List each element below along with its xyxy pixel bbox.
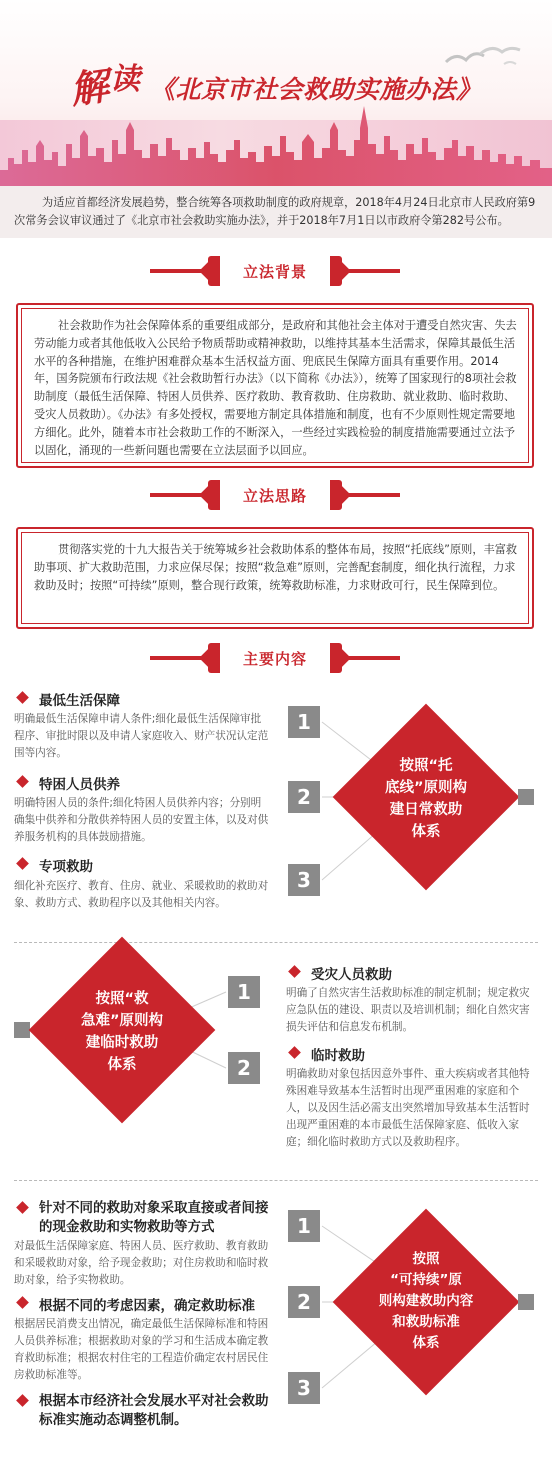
diamond-bullet-icon	[16, 1201, 29, 1214]
block3-item3-title	[16, 1392, 276, 1430]
diamond-bullet-icon	[288, 965, 301, 978]
end-square-1	[518, 789, 534, 805]
block2-item1-title	[288, 963, 540, 983]
section-heading-background	[150, 256, 400, 286]
page-title	[67, 52, 482, 113]
principle-line: 体系	[411, 824, 441, 840]
block2-item1-text: 明确了自然灾害生活救助标准的制定机制；规定救灾应急队伍的建设、职责以及培训机制；细化自然灾害损失评估和信息发布机制。	[286, 987, 530, 1033]
number-box-1: 1	[228, 976, 260, 1008]
block1-item1-title	[16, 689, 276, 709]
principle-line: 按照“托	[399, 758, 453, 774]
number-box-1: 1	[288, 706, 320, 738]
diamond-bullet-icon	[16, 1394, 29, 1407]
diamond-bullet-icon	[16, 691, 29, 704]
diamond-bullet-icon	[288, 1046, 301, 1059]
item-title-text: 临时救助	[311, 1048, 365, 1064]
principle-line: 体系	[107, 1057, 137, 1073]
dashed-divider-1	[14, 942, 538, 943]
heading-pill	[208, 256, 342, 286]
diamond-bullet-icon	[16, 857, 29, 870]
principle-line: 体系	[412, 1335, 440, 1351]
title-jie: 解	[67, 62, 112, 113]
principle-line: 按照	[412, 1251, 440, 1267]
background-box	[16, 303, 534, 468]
number-box-2: 2	[288, 781, 320, 813]
heading-pill	[208, 480, 342, 510]
principle-text-2	[52, 988, 192, 1076]
dashed-divider-2	[14, 1180, 538, 1181]
item-title-text: 最低生活保障	[39, 693, 120, 709]
item-title-text: 根据不同的考虑因素，确定救助标准	[39, 1298, 255, 1314]
background-text: 社会救助作为社会保障体系的重要组成部分，是政府和其他社会主体对于遭受自然灾害、失去劳动能力或者其他低收入公民给予物质帮助或精神救助，以维持其基本生活需求，保障其最低生活水平的各种措施，在维护困难群众基本生活权益方面、兜底民生保障方面具有重要作用。2014年，国务院颁布行政法规《社会救助暂行办法》（以下简称《办法》），统筹了国家现行的8项社会救助制度（最低生活保障、特困人员供养、医疗救助、教育救助、住房救助、就业救助、临时救助、受灾人员救助）。《办法》有多处授权，需要地方制定具体措施和制度，也有不少原则性规定需要地方细化。此外，随着本市社会救助工作的不断深入，一些经过实践检验的制度措施需要通过立法予以固化，涌现的一些新问题也需要在立法层面予以回应。	[34, 319, 517, 457]
number-box-2: 2	[288, 1286, 320, 1318]
end-square-2	[14, 1022, 30, 1038]
heading-text: 主要内容	[242, 649, 307, 668]
item-title-text: 针对不同的救助对象采取直接或者间接的现金救助和实物救助等方式	[39, 1200, 269, 1235]
number-box-3: 3	[288, 864, 320, 896]
diamond-bullet-icon	[16, 775, 29, 788]
block2-item2-text: 明确救助对象包括因意外事件、重大疾病或者其他特殊困难导致基本生活暂时出现严重困难的家庭和个人，以及因生活必需支出突然增加导致基本生活暂时出现严重困难的本市最低生活保障家庭、低收入家庭；细化临时救助方式以及救助程序。	[286, 1068, 530, 1148]
item-title-text: 专项救助	[39, 859, 93, 875]
principle-line: 急难”原则构	[80, 1013, 164, 1029]
end-square-3	[518, 1294, 534, 1310]
heading-pill	[208, 643, 342, 673]
thinking-text: 贯彻落实党的十九大报告关于统筹城乡社会救助体系的整体布局，按照“托底线”原则，丰富救助事项、扩大救助范围，力求应保尽保；按照“救急难”原则，完善配套制度，细化执行流程，力求救助及时；按照“可持续”原则，整合现行政策，统筹救助标准，力求财政可行，民生保障到位。	[34, 543, 518, 592]
principle-line: 按照“救	[95, 991, 149, 1007]
block1-item1-text: 明确最低生活保障申请人条件;细化最低生活保障审批程序、审批时限以及申请人家庭收入、财产状况认定范围等内容。	[14, 713, 269, 759]
block1-item2-text: 明确特困人员的条件;细化特困人员供养内容；分别明确集中供养和分散供养特困人员的安置主体，以及对供养服务机构的具体鼓励措施。	[14, 797, 269, 843]
title-du: 读	[110, 62, 141, 97]
section-heading-main	[150, 643, 400, 673]
number-box-3: 3	[288, 1372, 320, 1404]
block1-item2-title	[16, 773, 276, 793]
number-box-1: 1	[288, 1210, 320, 1242]
principle-line: 建日常救助	[389, 802, 463, 818]
block1-item3-title	[16, 855, 276, 875]
number-box-2: 2	[228, 1052, 260, 1084]
heading-text: 立法思路	[242, 486, 307, 505]
principle-line: 底线”原则构	[384, 780, 468, 796]
block2-item2-title	[288, 1044, 540, 1064]
principle-text-1	[356, 755, 496, 843]
intro-paragraph: 为适应首都经济发展趋势，整合统筹各项救助制度的政府规章，2018年4月24日北京市人民政府第9次常务会议审议通过了《北京市社会救助实施办法》，并于2018年7月1日以市政府令第282号公布。	[0, 186, 552, 238]
block1-item3-text: 细化补充医疗、教育、住房、就业、采暖救助的救助对象、救助方式、救助程序以及其他相关内容。	[14, 880, 269, 909]
block3-item1-title	[16, 1199, 276, 1237]
principle-line: 建临时救助	[85, 1035, 159, 1051]
item-title-text: 受灾人员救助	[311, 967, 392, 983]
principle-line: 和救助标准	[392, 1314, 460, 1330]
heading-text: 立法背景	[242, 262, 307, 281]
principle-line: 则构建救助内容	[378, 1293, 474, 1309]
section-heading-thinking	[150, 480, 400, 510]
title-main: 《北京市社会救助实施办法》	[150, 75, 482, 104]
item-title-text: 特困人员供养	[39, 777, 120, 793]
block3-item1-text: 对最低生活保障家庭、特困人员、医疗救助、教育救助和采暖救助对象，给予现金救助；对住房救助和临时救助对象，给予实物救助。	[14, 1240, 269, 1286]
principle-text-3	[356, 1249, 496, 1354]
header-banner	[0, 0, 552, 186]
block3-item2-title	[16, 1294, 276, 1314]
block3-item2-text: 根据居民消费支出情况，确定最低生活保障标准和特困人员供养标准；根据救助对象的学习和生活成本确定教育救助标准；根据农村住宅的工程造价确定农村居民住房救助标准等。	[14, 1318, 269, 1381]
item-title-text: 根据本市经济社会发展水平对社会救助标准实施动态调整机制。	[39, 1393, 269, 1428]
diamond-bullet-icon	[16, 1296, 29, 1309]
thinking-box	[16, 527, 534, 629]
principle-line: “可持续”原	[390, 1272, 462, 1288]
